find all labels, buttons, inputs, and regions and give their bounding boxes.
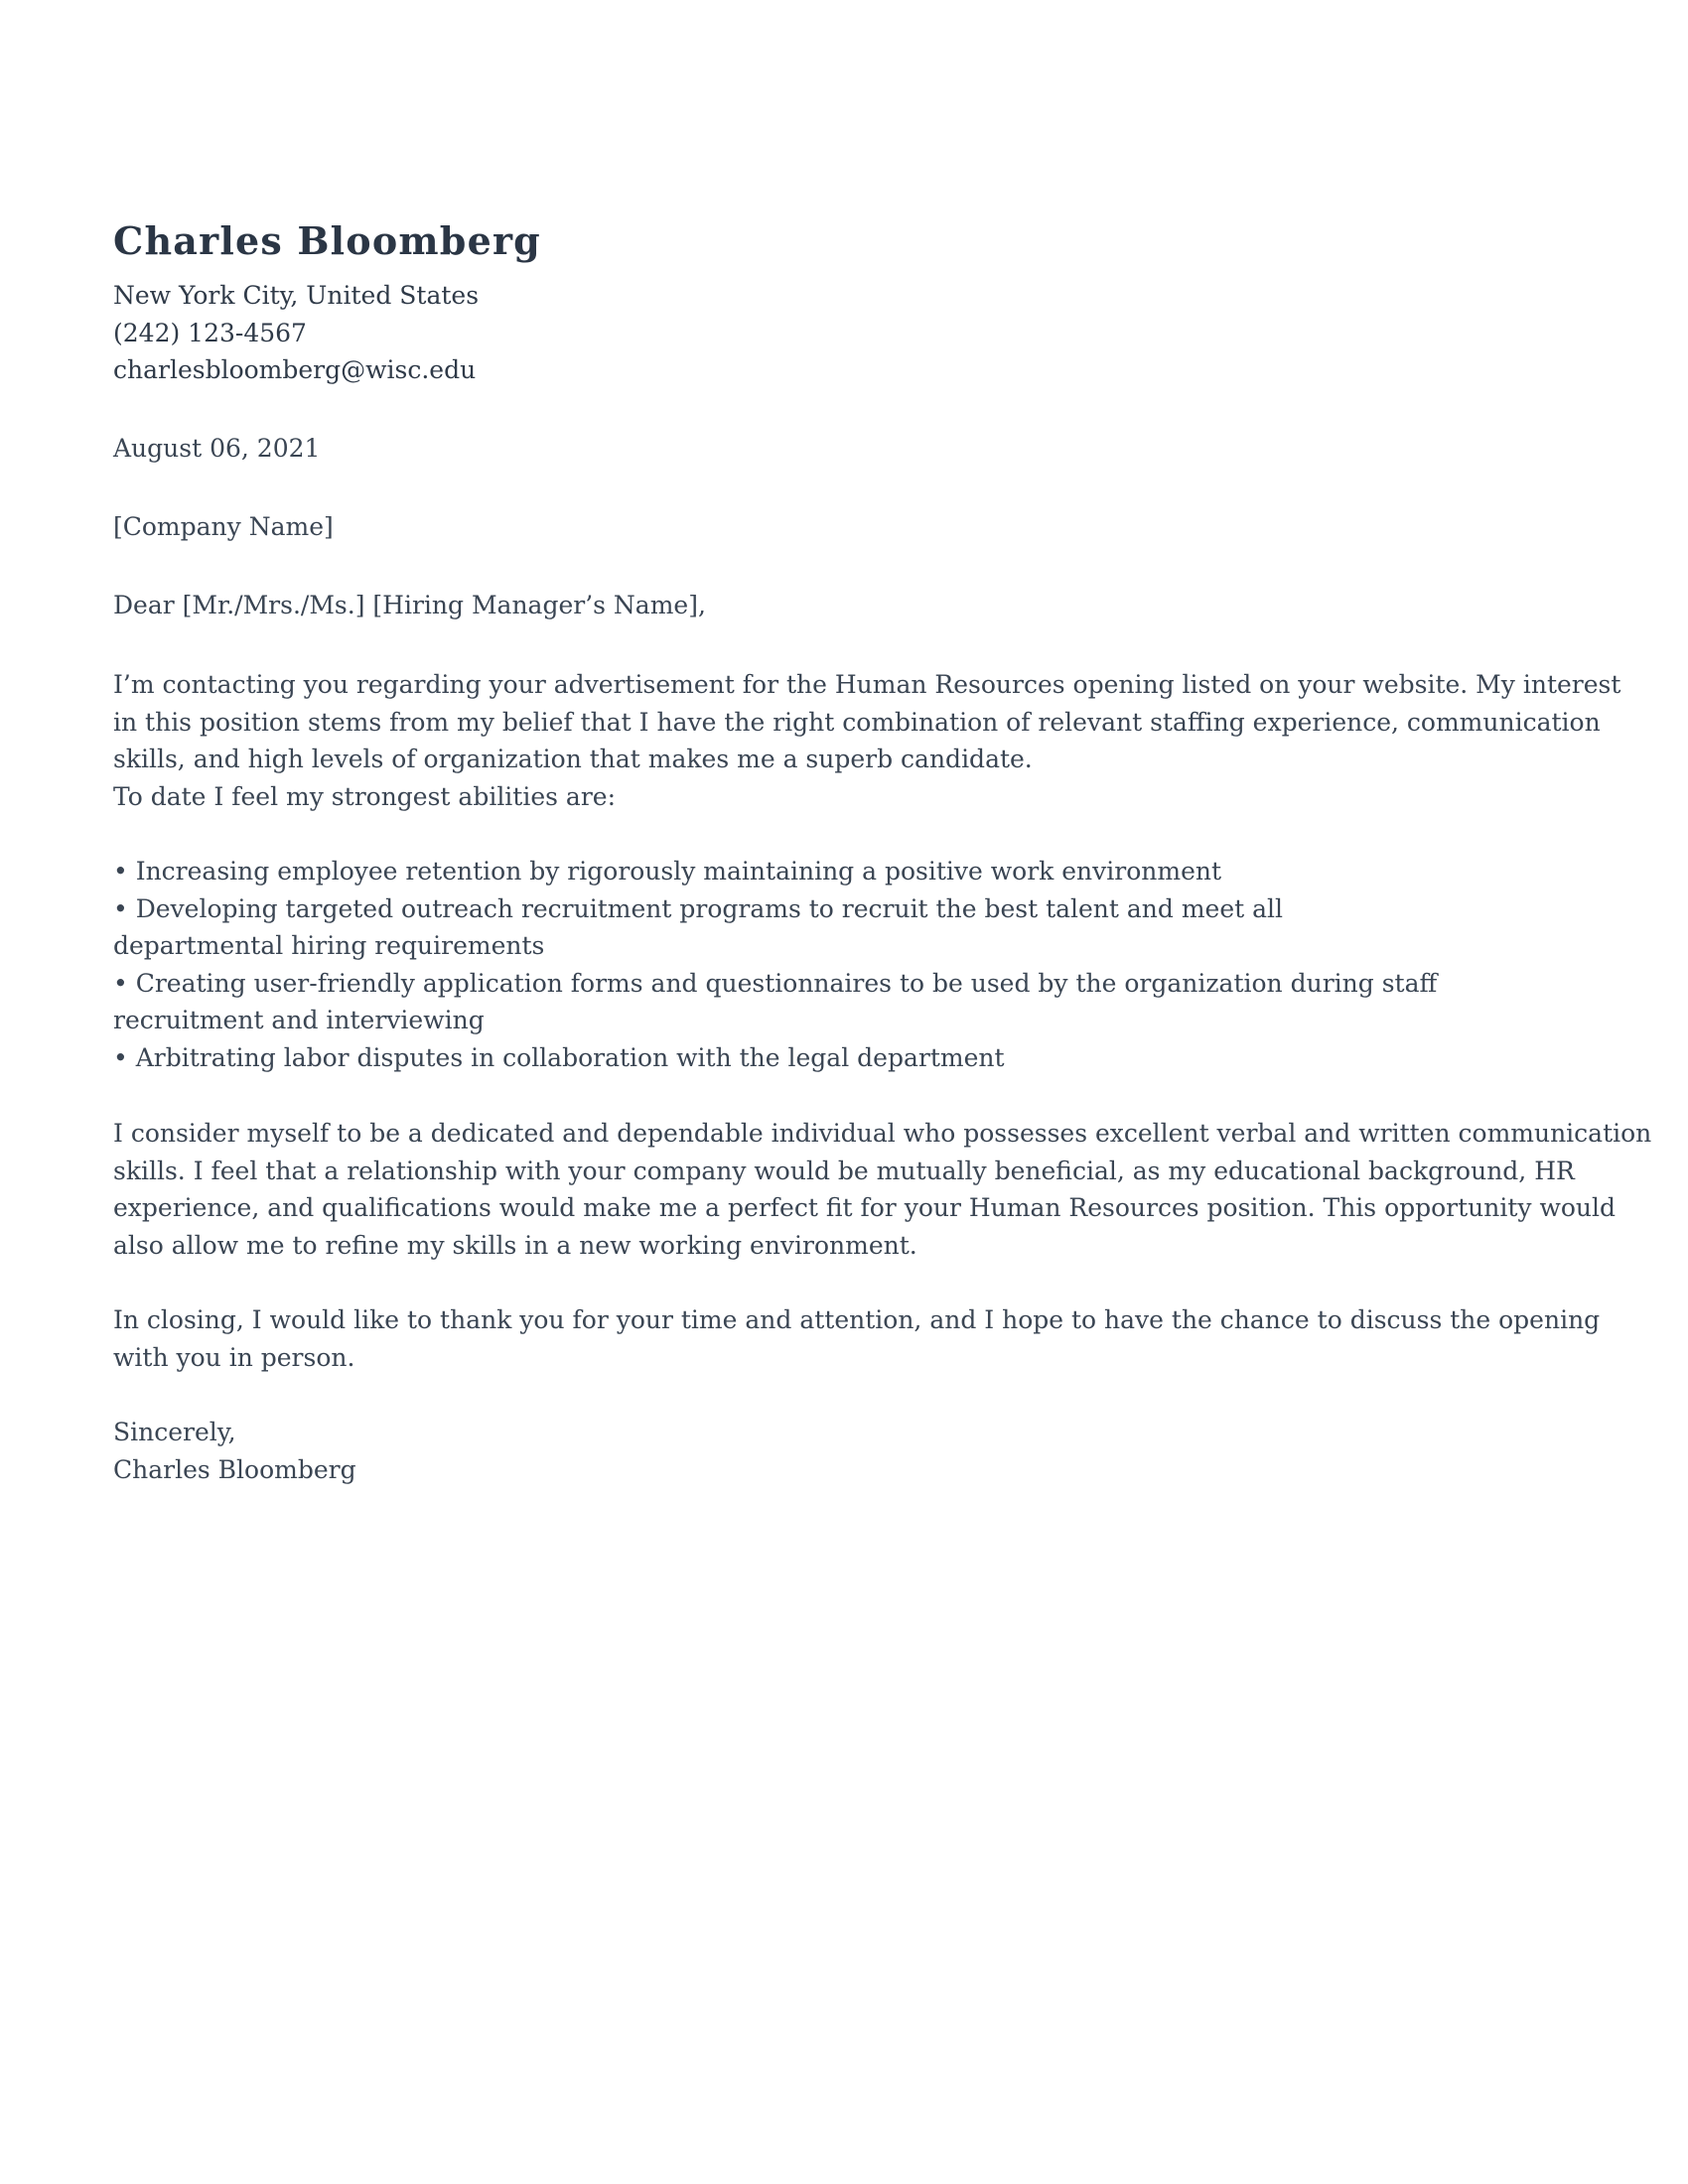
valediction: Sincerely, [113,1418,236,1446]
closing-line: with you in person. [113,1342,355,1372]
sender-email: charlesbloomberg@wisc.edu [113,355,477,384]
signature-name: Charles Bloomberg [113,1454,356,1484]
body-paragraph [113,1115,1652,1264]
closing-line: In closing, I would like to thank you for your time and attention, and I hope to have the chance to discuss the opening [113,1305,1601,1334]
ability-line: • Arbitrating labor disputes in collaboration with the legal department [113,1042,1005,1072]
intro-line: To date I feel my strongest abilities are: [113,781,616,811]
body-line: experience, and qualifications would make me a perfect fit for your Human Resources position. This opportunity would [113,1193,1617,1222]
ability-line: • Developing targeted outreach recruitment programs to recruit the best talent and meet all [113,893,1284,923]
sender-phone: (242) 123-4567 [113,318,307,347]
intro-line: I’m contacting you regarding your advertisement for the Human Resources opening listed on your website. My interest [113,670,1621,699]
salutation: Dear [Mr./Mrs./Ms.] [Hiring Manager’s Name], [113,591,706,619]
signoff-block [113,1414,356,1488]
letter-date: August 06, 2021 [113,434,321,463]
closing-paragraph [113,1301,1601,1376]
body-line: also allow me to refine my skills in a new working environment. [113,1230,917,1260]
ability-line: departmental hiring requirements [113,931,545,960]
body-line: I consider myself to be a dedicated and dependable individual who possesses excellent verbal and written communication [113,1119,1652,1148]
intro-line: in this position stems from my belief that I have the right combination of relevant staffing experience, communication [113,707,1601,737]
intro-paragraph [113,666,1621,815]
intro-line: skills, and high levels of organization that makes me a superb candidate. [113,745,1033,773]
sender-name: Charles Bloomberg [113,218,541,263]
ability-line: • Increasing employee retention by rigorously maintaining a positive work environment [113,857,1222,886]
body-line: skills. I feel that a relationship with your company would be mutually beneficial, as my educational background, HR [113,1156,1575,1185]
sender-contact-block [113,277,479,389]
sender-location: New York City, United States [113,281,480,310]
abilities-list [113,853,1583,1076]
recipient-company: [Company Name] [113,512,334,541]
ability-line: recruitment and interviewing [113,1006,485,1034]
ability-line: • Creating user-friendly application forms and questionnaires to be used by the organization during staff [113,968,1438,998]
